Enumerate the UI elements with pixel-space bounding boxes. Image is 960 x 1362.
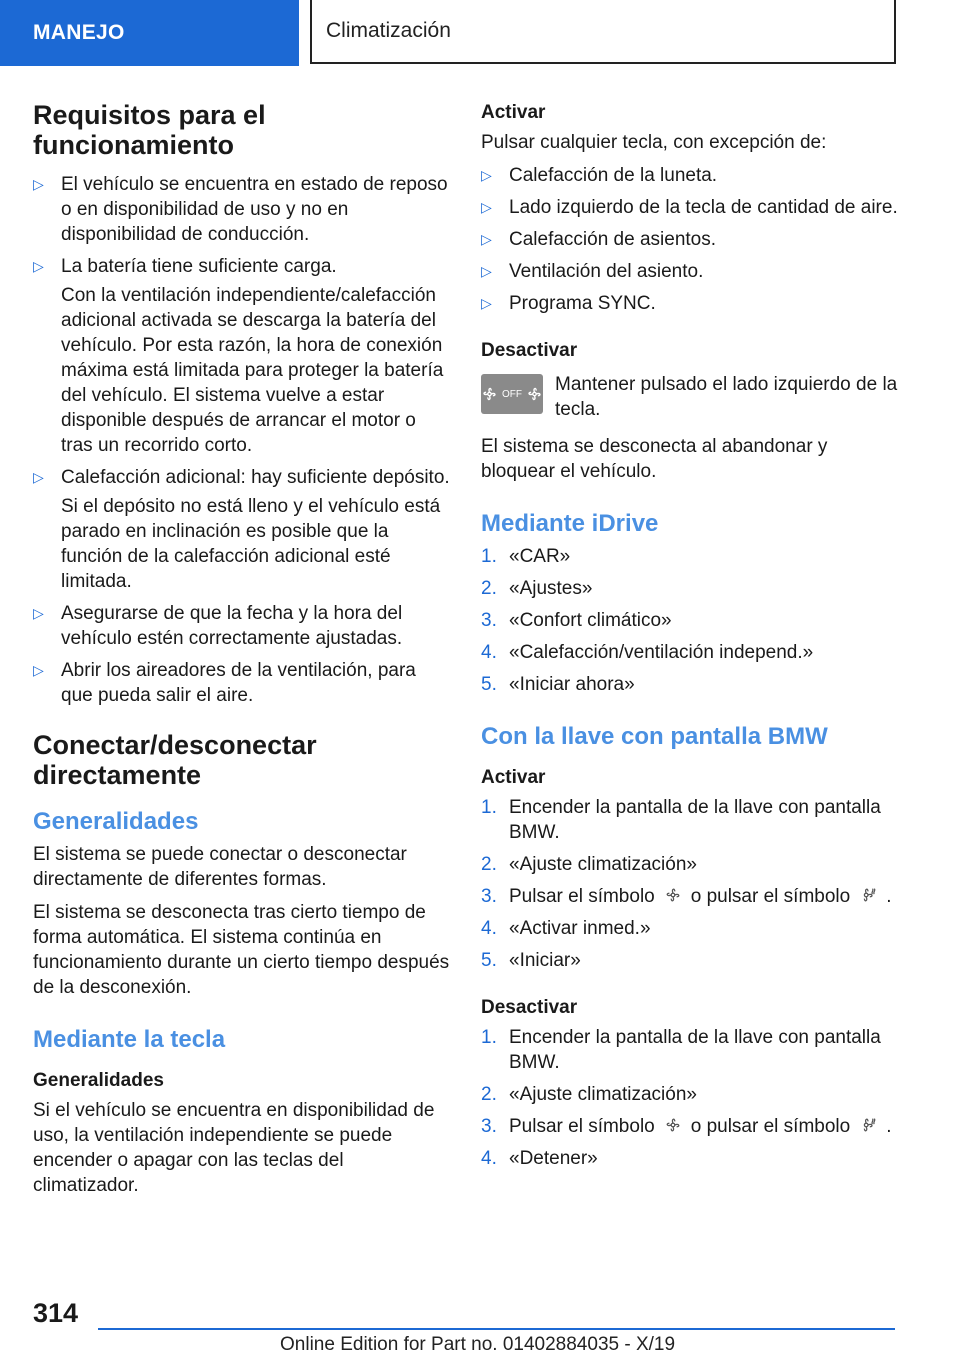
triangle-bullet-icon: ▷ (481, 231, 492, 247)
fan-icon (526, 384, 543, 404)
section-tab: MANEJO (0, 0, 299, 66)
subheading-desactivar: Desactivar (481, 997, 578, 1018)
paragraph: Si el vehículo se encuentra en disponibilidad de uso, la ventilación independiente se puede encender o apagar con las teclas del climatizador. (33, 1100, 435, 1196)
paragraph: Mantener pulsado el lado izquierdo de la tecla. (555, 374, 898, 420)
list-item: 5. «Iniciar ahora» (481, 674, 635, 695)
triangle-bullet-icon: ▷ (481, 167, 492, 183)
triangle-bullet-icon: ▷ (481, 199, 492, 215)
chapter-title: Climatización (310, 0, 896, 64)
list-item: 3. «Confort climático» (481, 610, 672, 631)
list-item: 1. «CAR» (481, 546, 571, 567)
list-item: 4. «Activar inmed.» (481, 918, 651, 939)
heading-llave: Con la llave con pantalla BMW (481, 723, 828, 750)
triangle-bullet-icon: ▷ (33, 605, 44, 621)
fan-off-key-icon (481, 374, 543, 414)
llave-on-steps (481, 795, 901, 973)
page-header (0, 0, 960, 66)
footer-divider (98, 1328, 895, 1330)
right-column (481, 100, 901, 1193)
activar-list (481, 163, 901, 316)
paragraph: El sistema se puede conectar o desconectar directamente de diferentes formas. (33, 844, 407, 890)
paragraph: Pulsar cualquier tecla, con excepción de: (481, 132, 827, 153)
list-item: ▷ Calefacción de la luneta. (481, 165, 718, 186)
list-item: 2. «Ajuste climatización» (481, 1084, 697, 1105)
list-item: ▷ El vehículo se encuentra en estado de reposo o en disponibilidad de uso y no en disponibilidad de conducción. (33, 174, 448, 245)
triangle-bullet-icon: ▷ (33, 176, 44, 192)
triangle-bullet-icon: ▷ (33, 258, 44, 274)
list-item: 3. Pulsar el símbolo o pulsar el símbolo . (481, 1116, 892, 1137)
list-item: 1. Encender la pantalla de la llave con pantalla BMW. (481, 1027, 881, 1073)
heated-fan-icon (858, 1116, 878, 1134)
heated-fan-icon (858, 886, 878, 904)
triangle-bullet-icon: ▷ (481, 263, 492, 279)
requisitos-list (33, 172, 451, 708)
list-item: ▷ Calefacción de asientos. (481, 229, 717, 250)
page-number: 314 (33, 1298, 79, 1328)
list-item: ▷ Ventilación del asiento. (481, 261, 704, 282)
list-item: ▷ Abrir los aireadores de la ventilación, para que pueda salir el aire. (33, 660, 416, 706)
list-item: 2. «Ajuste climatización» (481, 854, 697, 875)
list-item: 1. Encender la pantalla de la llave con pantalla BMW. (481, 797, 881, 843)
list-item: ▷ Calefacción adicional: hay suficiente depósito. Si el depósito no está lleno y el vehículo está parado en inclinación es posible que la función de la calefacción adicional esté limitada. (33, 467, 450, 592)
triangle-bullet-icon: ▷ (33, 662, 44, 678)
fan-icon (481, 384, 498, 404)
fan-icon (663, 1116, 683, 1134)
list-item: ▷ Lado izquierdo de la tecla de cantidad de aire. (481, 197, 898, 218)
subheading-activar: Activar (481, 767, 546, 788)
llave-off-steps (481, 1025, 901, 1171)
heading-generalidades: Generalidades (33, 808, 199, 835)
paragraph: El sistema se desconecta tras cierto tiempo de forma automática. El sistema continúa en funcionamiento durante un cierto tiempo después de la desconexión. (33, 902, 450, 998)
list-item: ▷ La batería tiene suficiente carga. Con la ventilación independiente/calefacción adicional activada se descarga la batería del vehículo. Por esta razón, la hora de conexión máxima está limitada para proteger la batería del vehículo. El sistema vuelve a estar disponible después de arrancar el motor o tras un recorrido corto. (33, 256, 444, 456)
heading-idrive: Mediante iDrive (481, 510, 659, 537)
subheading-generalidades: Generalidades (33, 1070, 164, 1091)
list-item: 4. «Detener» (481, 1148, 598, 1169)
list-item: ▷ Asegurarse de que la fecha y la hora del vehículo estén correctamente ajustadas. (33, 603, 403, 649)
triangle-bullet-icon: ▷ (481, 295, 492, 311)
triangle-bullet-icon: ▷ (33, 469, 44, 485)
list-item: 3. Pulsar el símbolo o pulsar el símbolo . (481, 886, 892, 907)
idrive-steps (481, 544, 901, 697)
heading-tecla: Mediante la tecla (33, 1026, 226, 1053)
off-label: OFF (502, 388, 522, 400)
paragraph: El sistema se desconecta al abandonar y bloquear el vehículo. (481, 436, 828, 482)
heading-conectar: Conectar/desconectar directamente (33, 730, 317, 790)
subheading-activar: Activar (481, 102, 546, 123)
heading-requisitos: Requisitos para el funcionamiento (33, 100, 266, 160)
list-item: 2. «Ajustes» (481, 578, 593, 599)
subheading-desactivar: Desactivar (481, 340, 578, 361)
list-item: 5. «Iniciar» (481, 950, 581, 971)
left-column (33, 100, 451, 1206)
desactivar-row (481, 372, 901, 422)
edition-note: Online Edition for Part no. 01402884035 - X/19 (280, 1334, 676, 1355)
fan-icon (663, 886, 683, 904)
list-item: 4. «Calefacción/ventilación independ.» (481, 642, 814, 663)
list-item: ▷ Programa SYNC. (481, 293, 656, 314)
